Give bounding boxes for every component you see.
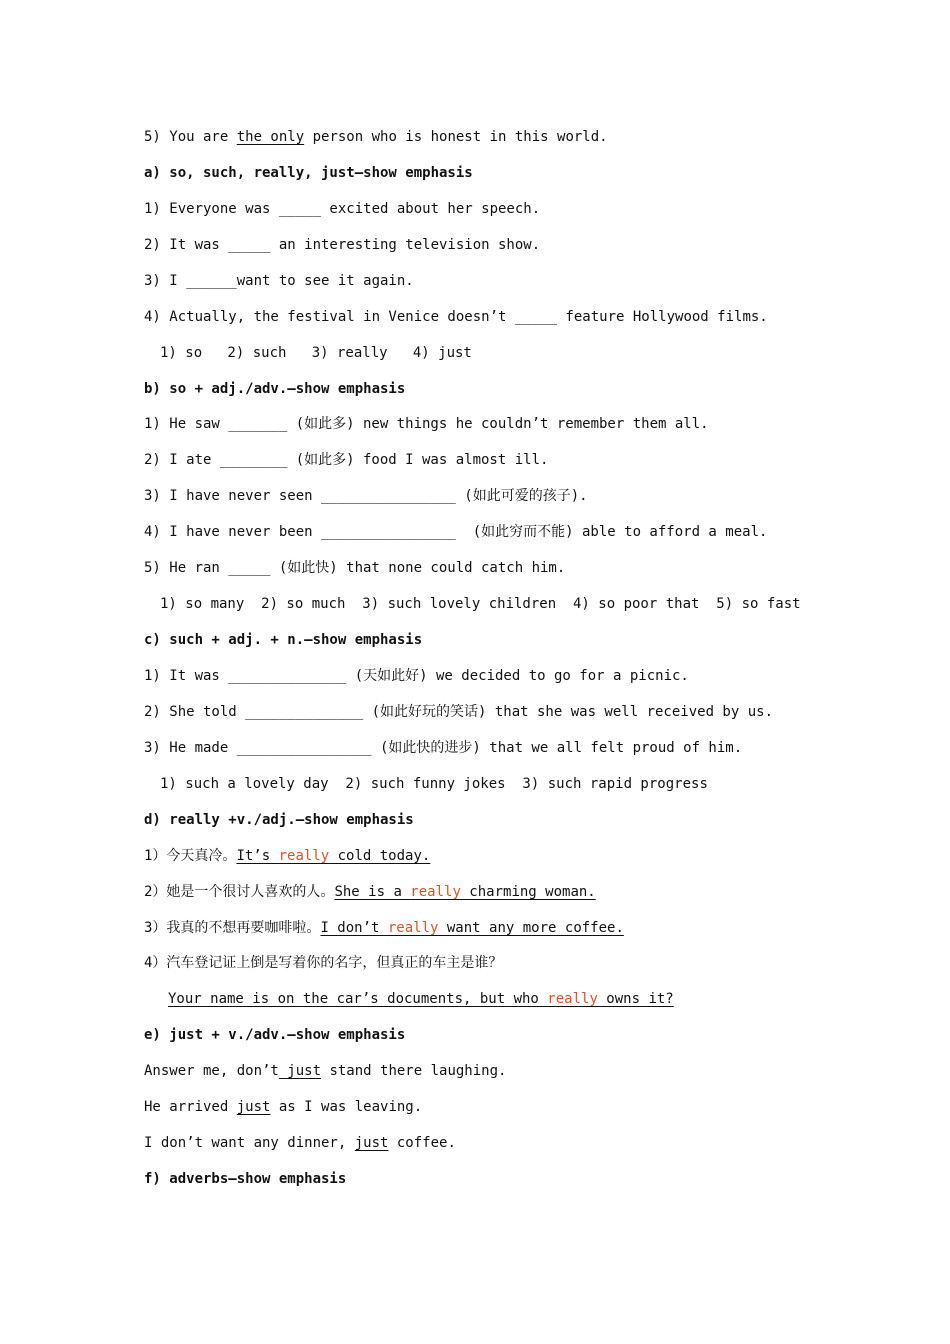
exercise-c1: 1) It was ______________ (天如此好) we decided to go for a picnic. [144, 668, 689, 684]
example-d4-prompt: 4）汽车登记证上倒是写着你的名字，但真正的车主是谁？ [144, 955, 503, 971]
text: stand there laughing. [321, 1063, 507, 1079]
example-e1 [144, 1061, 506, 1081]
chinese-prompt: 3）我真的不想再要咖啡啦。 [144, 920, 321, 936]
underlined-word: just [236, 1099, 271, 1115]
section-d-heading: d) really +v./adj.—show emphasis [144, 812, 414, 828]
answer-text: owns it? [597, 991, 674, 1007]
answer-text: Your name is on the car’s documents, but who [168, 991, 548, 1007]
answer-text: She is a [334, 884, 411, 900]
answer-text: cold today. [329, 848, 431, 864]
exercise-b1: 1) He saw _______ (如此多) new things he couldn’t remember them all. [144, 416, 709, 432]
highlight-word: really [278, 848, 330, 864]
answers-c: 1) such a lovely day 2) such funny jokes 3) such rapid progress [160, 776, 708, 792]
chinese-prompt: 1）今天真冷。 [144, 848, 237, 864]
text: He arrived [144, 1099, 237, 1115]
section-c-heading: c) such + adj. + n.—show emphasis [144, 632, 423, 648]
sentence-5 [144, 127, 608, 147]
answer-text: It’s [236, 848, 279, 864]
underlined-phrase: the only [236, 129, 305, 145]
text: 5) You are [144, 129, 237, 145]
chinese-prompt: 2）她是一个很讨人喜欢的人。 [144, 884, 335, 900]
exercise-a1: 1) Everyone was _____ excited about her speech. [144, 201, 541, 217]
example-d4-answer [168, 989, 674, 1009]
highlight-word: really [387, 920, 439, 936]
exercise-b2: 2) I ate ________ (如此多) food I was almost ill. [144, 452, 549, 468]
section-b-heading: b) so + adj./adv.—show emphasis [144, 381, 406, 397]
answers-a: 1) so 2) such 3) really 4) just [160, 345, 472, 361]
text: coffee. [388, 1135, 456, 1151]
text: as I was leaving. [270, 1099, 423, 1115]
answer-text: I don’t [320, 920, 388, 936]
underlined-word: just [354, 1135, 389, 1151]
answers-b: 1) so many 2) so much 3) such lovely children 4) so poor that 5) so fast [160, 596, 801, 612]
exercise-a4: 4) Actually, the festival in Venice doesn’t _____ feature Hollywood films. [144, 309, 768, 325]
text: Answer me, don’t [144, 1063, 279, 1079]
section-e-heading: e) just + v./adv.—show emphasis [144, 1027, 406, 1043]
exercise-c2: 2) She told ______________ (如此好玩的笑话) that she was well received by us. [144, 704, 774, 720]
exercise-c3: 3) He made ________________ (如此快的进步) that we all felt proud of him. [144, 740, 743, 756]
highlight-word: really [410, 884, 461, 900]
exercise-b3: 3) I have never seen ________________ (如此可爱的孩子). [144, 488, 588, 504]
exercise-a3: 3) I ______want to see it again. [144, 273, 414, 289]
highlight-word: really [547, 991, 598, 1007]
answer-text: want any more coffee. [438, 920, 624, 936]
text: I don’t want any dinner, [144, 1135, 355, 1151]
example-d3 [144, 918, 624, 938]
exercise-a2: 2) It was _____ an interesting television show. [144, 237, 541, 253]
section-a-heading: a) so, such, really, just—show emphasis [144, 165, 473, 181]
example-e2 [144, 1097, 422, 1117]
text: person who is honest in this world. [304, 129, 608, 145]
exercise-b4: 4) I have never been ________________ (如此穷而不能) able to afford a meal. [144, 524, 768, 540]
answer-text: charming woman. [460, 884, 596, 900]
example-e3 [144, 1133, 456, 1153]
example-d1 [144, 846, 430, 866]
exercise-b5: 5) He ran _____ (如此快) that none could catch him. [144, 560, 566, 576]
section-f-heading: f) adverbs—show emphasis [144, 1171, 347, 1187]
underlined-word: just [278, 1063, 322, 1079]
example-d2 [144, 882, 596, 902]
